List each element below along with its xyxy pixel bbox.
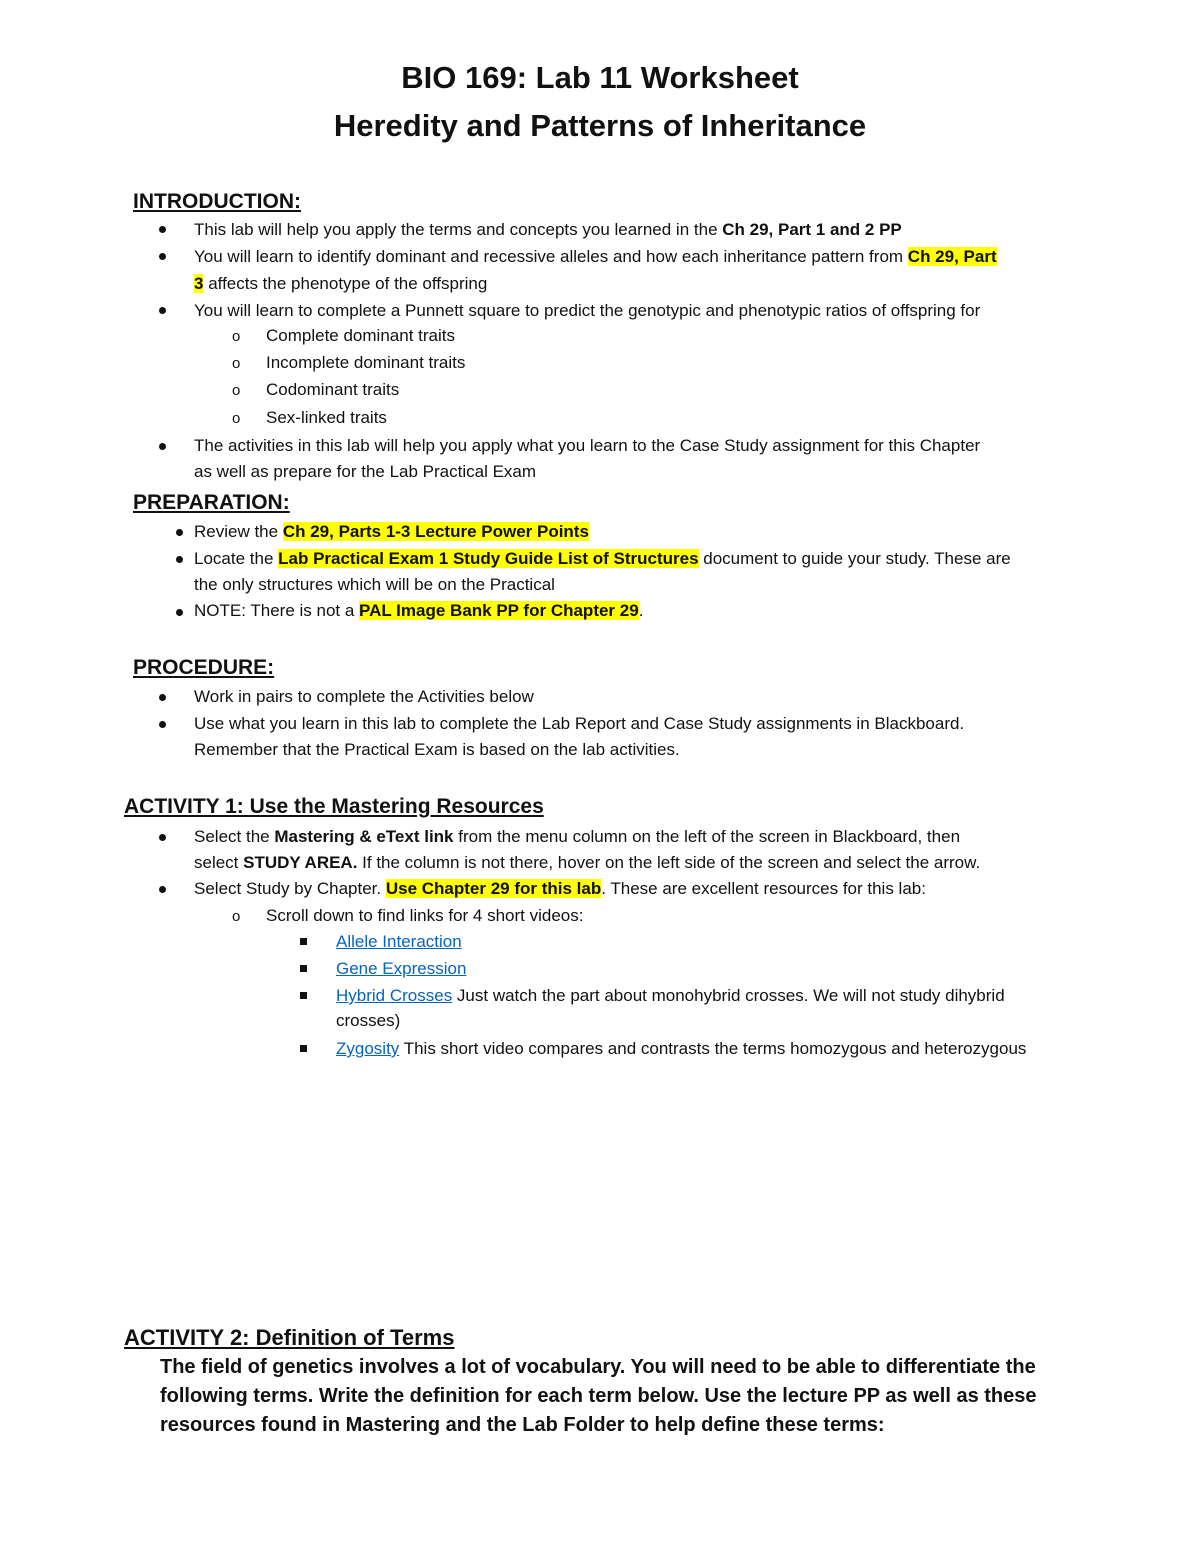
activity2-paragraph-line: resources found in Mastering and the Lab Folder to help define these terms: — [160, 1414, 885, 1436]
intro-bullet-4-cont: as well as prepare for the Lab Practical Exam — [194, 462, 537, 481]
trait-item: Sex-linked traits — [266, 408, 387, 427]
prep-bullet-2-cont: the only structures which will be on the Practical — [194, 575, 555, 594]
proc-bullet-1: Work in pairs to complete the Activities below — [194, 687, 534, 706]
video-link-gene-expression[interactable]: Gene Expression — [336, 959, 467, 978]
circle-bullet-icon: o — [232, 328, 241, 345]
proc-bullet-2: Use what you learn in this lab to complete the Lab Report and Case Study assignments in Blackboard. — [194, 714, 965, 733]
page-title: BIO 169: Lab 11 Worksheet — [401, 60, 799, 95]
square-bullet-icon — [300, 992, 307, 999]
intro-bullet-3: You will learn to complete a Punnett square to predict the genotypic and phenotypic ratios of offspring for — [194, 301, 981, 320]
video-link-allele-interaction[interactable]: Allele Interaction — [336, 932, 462, 951]
bullet-icon — [159, 226, 166, 233]
intro-bullet-2: You will learn to identify dominant and recessive alleles and how each inheritance pattern from Ch 29, Part — [194, 247, 997, 266]
video-item — [336, 957, 466, 981]
procedure-heading: PROCEDURE: — [133, 656, 275, 679]
video-item — [336, 930, 462, 954]
activity2-paragraph-line: following terms. Write the definition for each term below. Use the lecture PP as well as these — [160, 1385, 1037, 1407]
video-item: Hybrid Crosses Just watch the part about monohybrid crosses. We will not study dihybrid — [336, 986, 1005, 1005]
trait-item: Complete dominant traits — [266, 326, 455, 345]
bullet-icon — [176, 529, 183, 536]
act1-bullet-2: Select Study by Chapter. Use Chapter 29 for this lab. These are excellent resources for this lab: — [194, 879, 926, 898]
circle-bullet-icon: o — [232, 410, 241, 427]
activity2-heading: ACTIVITY 2: Definition of Terms — [124, 1325, 455, 1350]
preparation-heading: PREPARATION: — [133, 491, 290, 514]
act1-bullet-1-cont: select STUDY AREA. If the column is not there, hover on the left side of the screen and select the arrow. — [194, 853, 981, 872]
circle-bullet-icon: o — [232, 355, 241, 372]
act1-bullet-1: Select the Mastering & eText link from the menu column on the left of the screen in Blackboard, then — [194, 827, 961, 846]
bullet-icon — [159, 694, 166, 701]
bullet-icon — [159, 834, 166, 841]
intro-bullet-2-cont: 3 affects the phenotype of the offspring — [194, 274, 488, 293]
square-bullet-icon — [300, 965, 307, 972]
bullet-icon — [176, 556, 183, 563]
bullet-icon — [159, 253, 166, 260]
circle-bullet-icon: o — [232, 382, 241, 399]
bullet-icon — [176, 609, 183, 616]
bullet-icon — [159, 443, 166, 450]
video-link-hybrid-crosses[interactable]: Hybrid Crosses — [336, 986, 453, 1005]
video-item: Zygosity This short video compares and contrasts the terms homozygous and heterozygous — [336, 1039, 1027, 1058]
act1-sub-item: Scroll down to find links for 4 short videos: — [266, 906, 584, 925]
circle-bullet-icon: o — [232, 908, 241, 925]
bullet-icon — [159, 721, 166, 728]
prep-bullet-2: Locate the Lab Practical Exam 1 Study Guide List of Structures document to guide your study. These are — [194, 549, 1011, 568]
prep-bullet-1: Review the Ch 29, Parts 1-3 Lecture Power Points — [194, 522, 589, 541]
trait-item: Incomplete dominant traits — [266, 353, 466, 372]
intro-bullet-4: The activities in this lab will help you apply what you learn to the Case Study assignment for this Chapter — [194, 436, 981, 455]
activity1-heading: ACTIVITY 1: Use the Mastering Resources — [124, 795, 544, 818]
square-bullet-icon — [300, 938, 307, 945]
proc-bullet-2-cont: Remember that the Practical Exam is based on the lab activities. — [194, 740, 680, 759]
introduction-heading: INTRODUCTION: — [133, 190, 301, 213]
bullet-icon — [159, 307, 166, 314]
intro-bullet-1: This lab will help you apply the terms and concepts you learned in the Ch 29, Part 1 and 2 PP — [194, 220, 902, 239]
bullet-icon — [159, 886, 166, 893]
square-bullet-icon — [300, 1045, 307, 1052]
video-item-cont: crosses) — [336, 1011, 401, 1030]
activity2-paragraph-line: The field of genetics involves a lot of vocabulary. You will need to be able to differentiate the — [160, 1356, 1036, 1378]
prep-bullet-3: NOTE: There is not a PAL Image Bank PP for Chapter 29. — [194, 601, 644, 620]
video-link-zygosity[interactable]: Zygosity — [336, 1039, 400, 1058]
trait-item: Codominant traits — [266, 380, 400, 399]
page-subtitle: Heredity and Patterns of Inheritance — [333, 108, 867, 143]
